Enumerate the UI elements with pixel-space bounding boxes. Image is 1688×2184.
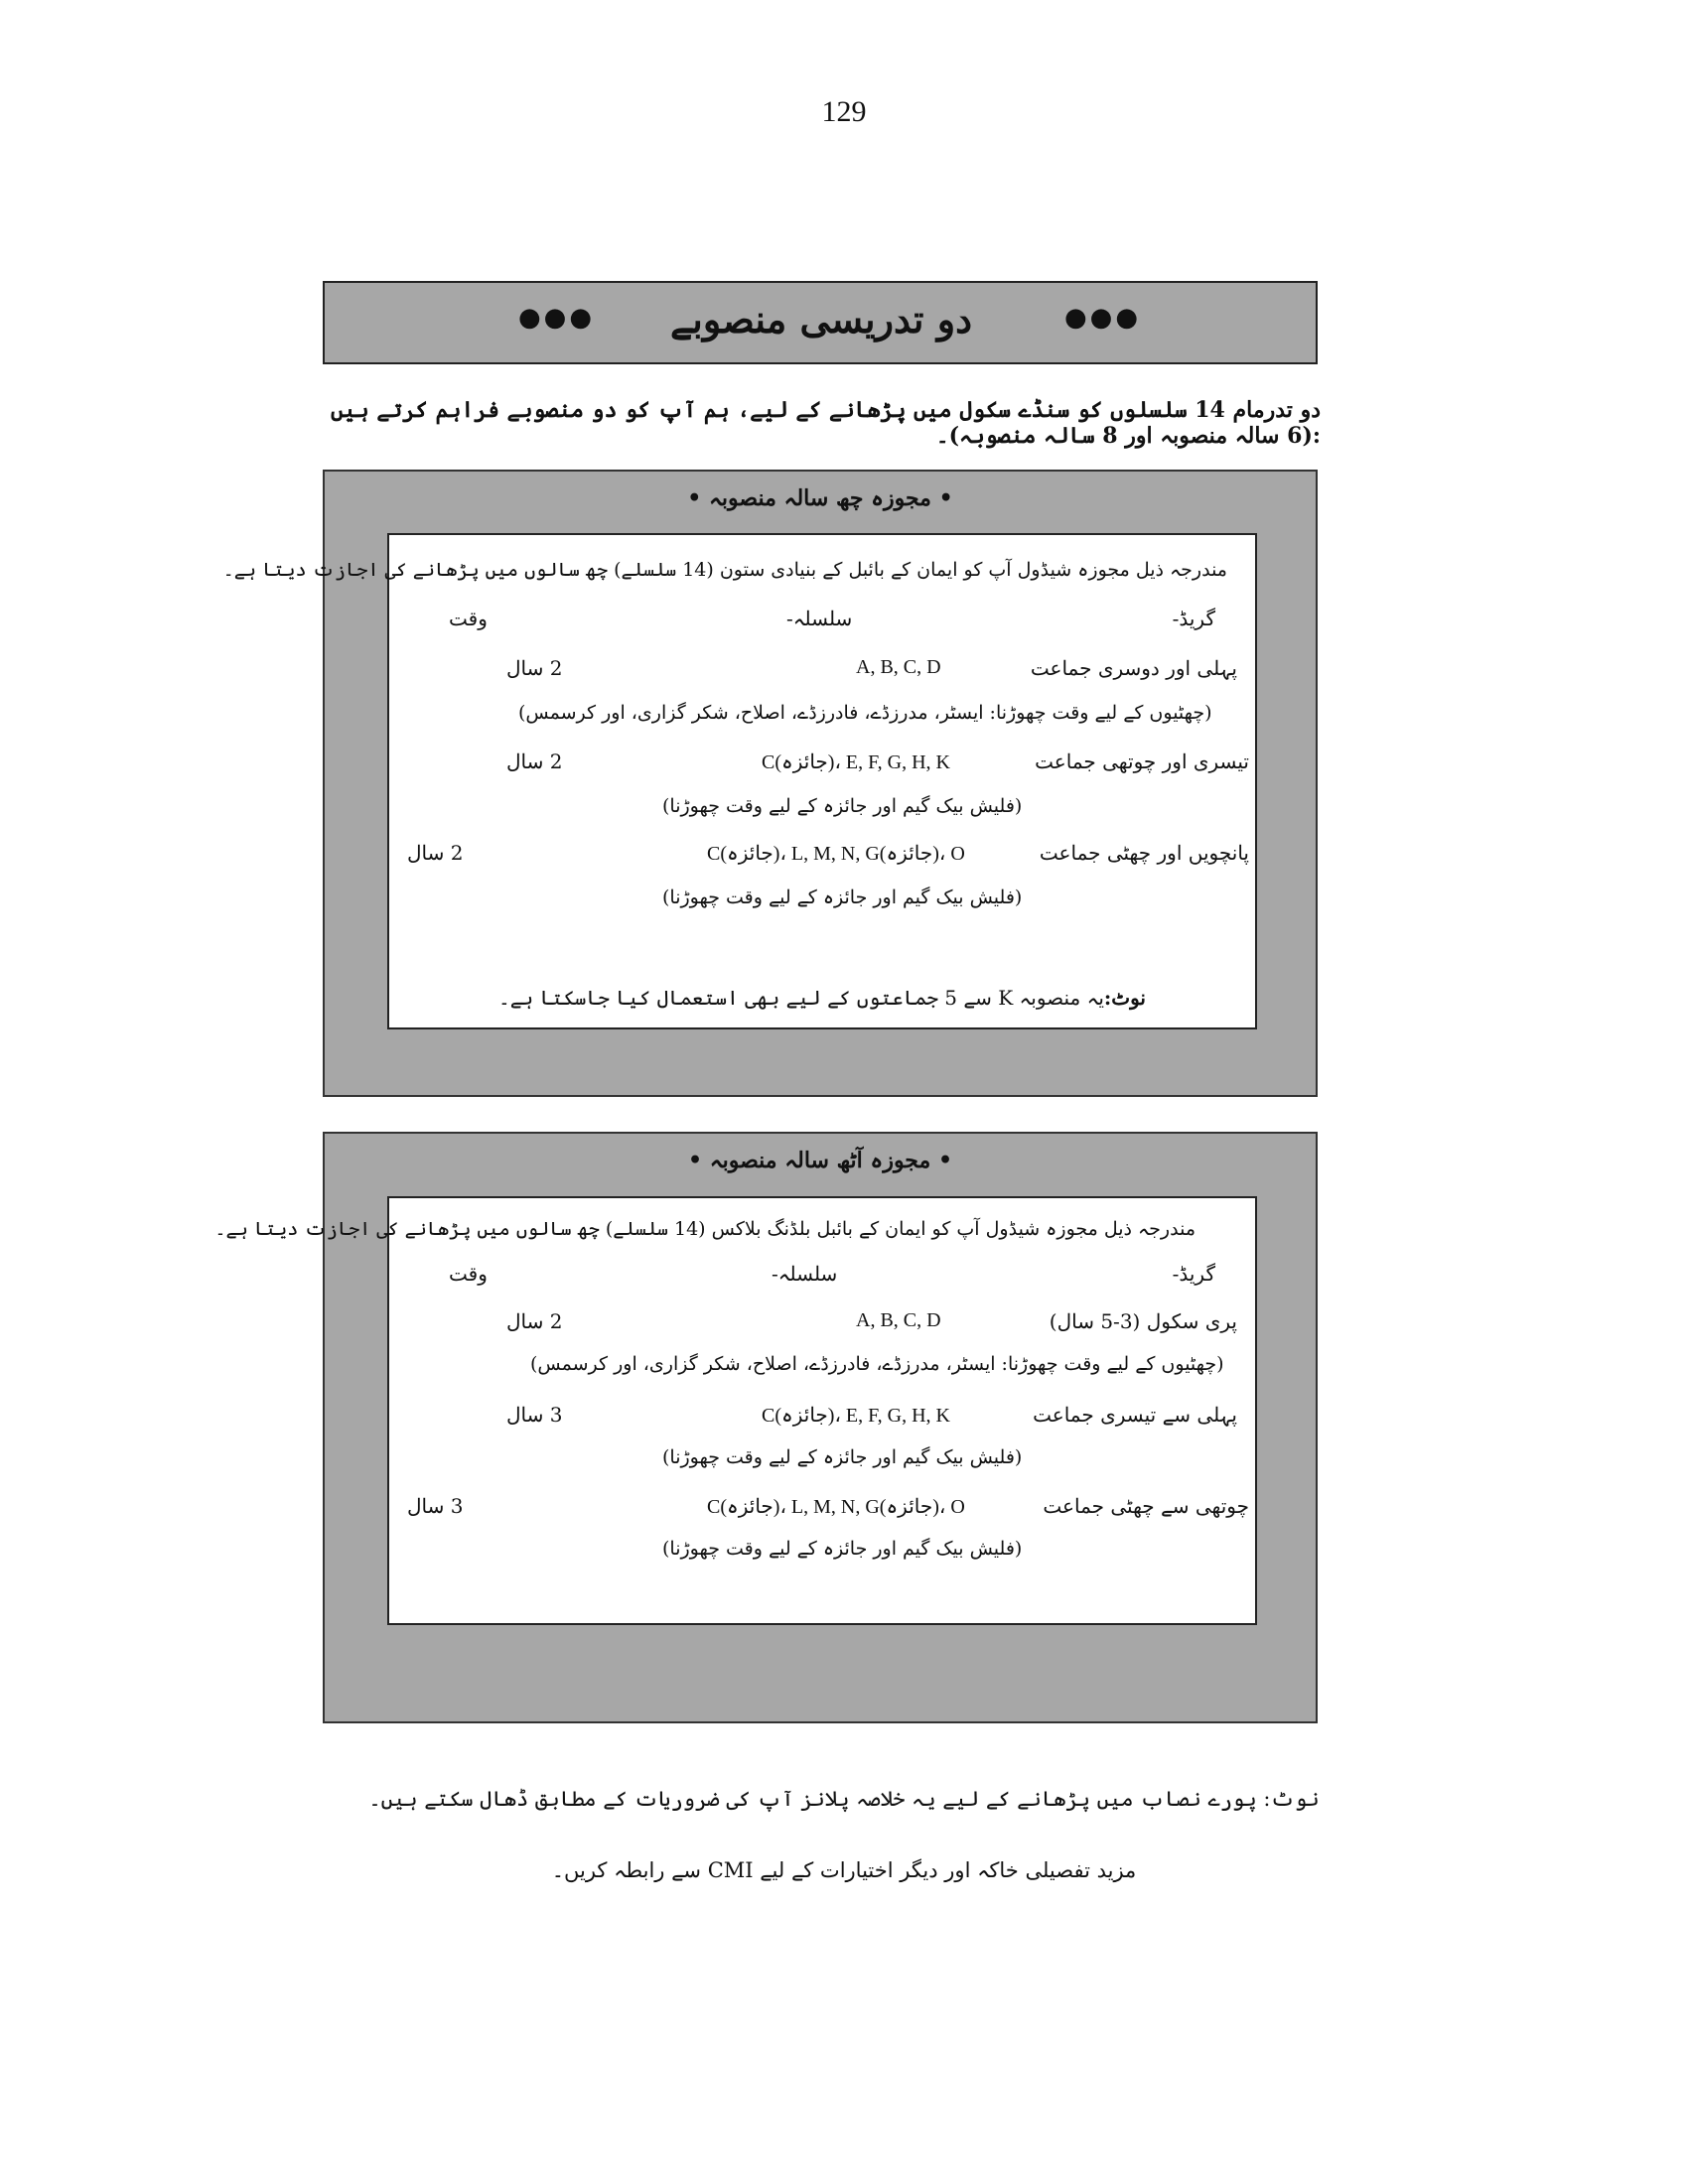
eight-year-description: مندرجہ ذیل مجوزہ شیڈول آپ کو ایمان کے بائبل بلڈنگ بلاکس (14 سلسلے) چھ سالوں میں پڑھانے کی اجازت دیتا ہے۔ <box>214 1218 1196 1240</box>
series-cell: A, B, C, D <box>856 1309 941 1331</box>
row-note: (چھٹیوں کے لیے وقت چھوڑنا: ایسٹر، مدرزڈے، فادرزڈے، اصلاح، شکر گزاری، اور کرسمس) <box>518 702 1212 724</box>
time-cell: 3 سال <box>506 1403 563 1427</box>
title-banner <box>323 281 1318 364</box>
page-title: دو تدریسی منصوبے <box>670 297 972 341</box>
eight-year-plan-heading: • مجوزہ آٹھ سالہ منصوبہ • <box>687 1148 953 1173</box>
series-column-header: سلسلہ- <box>772 1262 838 1286</box>
footer-contact-note: مزید تفصیلی خاکہ اور دیگر اختیارات کے لیے CMI سے رابطہ کریں۔ <box>551 1858 1137 1882</box>
eight-year-plan-box <box>214 1132 1318 1723</box>
row-note: (فلیش بیک گیم اور جائزہ کے لیے وقت چھوڑنا) <box>662 1446 1023 1468</box>
series-cell: C(جائزہ)، L, M, N, G(جائزہ)، O <box>707 1496 965 1518</box>
six-year-description: مندرجہ ذیل مجوزہ شیڈول آپ کو ایمان کے بائبل کے بنیادی ستون (14 سلسلے) چھ سالوں میں پڑھانے کی اجازت دیتا ہے۔ <box>222 559 1227 581</box>
time-column-header: وقت <box>449 1262 488 1286</box>
time-cell: 3 سال <box>407 1494 464 1518</box>
time-column-header: وقت <box>449 607 488 630</box>
grade-cell: چوتھی سے چھٹی جماعت <box>1043 1494 1249 1518</box>
grade-cell: پہلی سے تیسری جماعت <box>1033 1403 1237 1427</box>
time-cell: 2 سال <box>407 841 464 865</box>
series-cell: A, B, C, D <box>856 656 941 678</box>
dots-right: ●●● <box>1064 303 1142 333</box>
note-label: نوٹ: <box>1103 986 1146 1010</box>
time-cell: 2 سال <box>506 750 563 773</box>
note-text: یہ منصوبہ K سے 5 جماعتوں کے لیے بھی استعمال کیا جاسکتا ہے۔ <box>497 986 1104 1010</box>
grade-cell: پانچویں اور چھٹی جماعت <box>1039 841 1249 865</box>
row-note: (فلیش بیک گیم اور جائزہ کے لیے وقت چھوڑنا) <box>662 1538 1023 1560</box>
grade-cell: تیسری اور چوتھی جماعت <box>1035 750 1249 773</box>
intro-text: دو تدرمام 14 سلسلوں کو سنڈے سکول میں پڑھانے کے لیے، ہم آپ کو دو منصوبے فراہم کرتے ہیں :(6 سالہ منصوبہ اور 8 سالہ منصوبہ)۔ <box>331 397 1321 449</box>
series-column-header: سلسلہ- <box>786 607 853 630</box>
dots-left: ●●● <box>518 303 596 333</box>
row-note: (فلیش بیک گیم اور جائزہ کے لیے وقت چھوڑنا) <box>662 887 1023 908</box>
time-cell: 2 سال <box>506 1309 563 1333</box>
eight-year-plan-content <box>214 1196 1257 1625</box>
grade-column-header: گریڈ- <box>1172 1262 1215 1286</box>
series-cell: C(جائزہ)، L, M, N, G(جائزہ)، O <box>707 843 965 865</box>
footer-note: نوٹ: پورے نصاب میں پڑھانے کے لیے یہ خلاصہ پلانز آپ کی ضروریات کے مطابق ڈھال سکتے ہیں۔ <box>368 1787 1320 1811</box>
grade-cell: پری سکول (3-5 سال) <box>1049 1309 1237 1333</box>
grade-column-header: گریڈ- <box>1172 607 1215 630</box>
six-year-plan-heading: • مجوزہ چھ سالہ منصوبہ • <box>687 485 953 511</box>
row-note: (فلیش بیک گیم اور جائزہ کے لیے وقت چھوڑنا) <box>662 795 1023 817</box>
row-note: (چھٹیوں کے لیے وقت چھوڑنا: ایسٹر، مدرزڈے، فادرزڈے، اصلاح، شکر گزاری، اور کرسمس) <box>530 1353 1224 1375</box>
page-number: 129 <box>821 95 867 128</box>
six-year-note <box>389 986 1255 1010</box>
time-cell: 2 سال <box>506 656 563 680</box>
series-cell: C(جائزہ)، E, F, G, H, K <box>762 751 950 773</box>
six-year-plan-content <box>222 533 1257 1029</box>
grade-cell: پہلی اور دوسری جماعت <box>1030 656 1237 680</box>
six-year-plan-box <box>222 470 1318 1097</box>
series-cell: C(جائزہ)، E, F, G, H, K <box>762 1405 950 1427</box>
